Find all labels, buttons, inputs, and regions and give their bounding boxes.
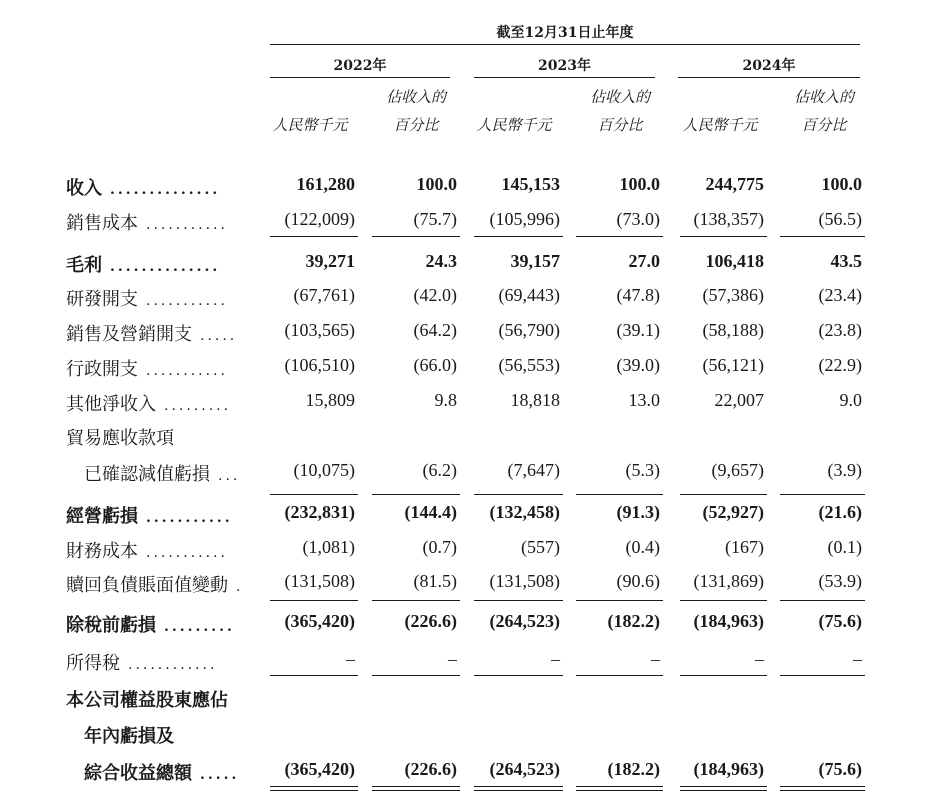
table-cell: 9.8 bbox=[434, 390, 457, 410]
subtotal-rule-pretax-1 bbox=[270, 600, 358, 601]
subtotal-rule-tax-1 bbox=[270, 675, 358, 676]
table-cell: (73.0) bbox=[616, 209, 660, 229]
table-cell: (232,831) bbox=[284, 502, 355, 522]
table-cell: (226.6) bbox=[404, 759, 457, 779]
row-label bbox=[84, 460, 240, 486]
col-header-amount-2: 人民幣千元 bbox=[476, 116, 552, 134]
subtotal-rule-gross-5 bbox=[680, 236, 767, 237]
row-label bbox=[66, 537, 228, 563]
row-label-text: 除稅前虧損 bbox=[66, 615, 156, 636]
table-cell: (264,523) bbox=[489, 611, 560, 631]
year-heading-3: 2024年 bbox=[742, 58, 796, 74]
row-leader-dots: ..... bbox=[200, 328, 238, 344]
subtotal-rule-gross-4 bbox=[576, 236, 663, 237]
year-rule-1 bbox=[270, 77, 450, 78]
table-cell: (106,510) bbox=[284, 355, 355, 375]
table-cell: (23.8) bbox=[818, 320, 862, 340]
total-rule-double-top-5 bbox=[680, 786, 767, 787]
row-label bbox=[66, 502, 233, 528]
row-label-text: 銷售及營銷開支 bbox=[66, 324, 192, 345]
total-rule-double-bottom-3 bbox=[474, 790, 563, 791]
table-cell: – bbox=[346, 649, 355, 669]
row-label-text: 贖回負債賬面值變動 bbox=[66, 575, 228, 596]
table-cell: (144.4) bbox=[404, 502, 457, 522]
table-cell: 13.0 bbox=[628, 390, 660, 410]
total-rule-double-bottom-4 bbox=[576, 790, 663, 791]
col-header-amount-3: 人民幣千元 bbox=[682, 116, 758, 134]
row-leader-dots: .............. bbox=[110, 182, 221, 198]
subtotal-rule-pretax-6 bbox=[780, 600, 865, 601]
subtotal-rule-operating-6 bbox=[780, 494, 865, 495]
year-rule-3 bbox=[678, 77, 860, 78]
row-label bbox=[66, 686, 228, 712]
year-rule-2 bbox=[474, 77, 655, 78]
subtotal-rule-pretax-3 bbox=[474, 600, 563, 601]
table-cell: 9.0 bbox=[839, 390, 862, 410]
table-cell: (365,420) bbox=[284, 611, 355, 631]
table-cell: (22.9) bbox=[818, 355, 862, 375]
subtotal-rule-pretax-2 bbox=[372, 600, 460, 601]
table-cell: 39,271 bbox=[305, 251, 355, 271]
table-cell: (138,357) bbox=[693, 209, 764, 229]
total-rule-double-top-6 bbox=[780, 786, 865, 787]
row-label bbox=[66, 424, 174, 450]
total-rule-double-top-4 bbox=[576, 786, 663, 787]
subtotal-rule-gross-1 bbox=[270, 236, 358, 237]
total-rule-double-top-2 bbox=[372, 786, 460, 787]
table-cell: (42.0) bbox=[413, 285, 457, 305]
table-cell: (81.5) bbox=[413, 571, 457, 591]
table-cell: 106,418 bbox=[705, 251, 764, 271]
table-cell: (5.3) bbox=[625, 460, 660, 480]
row-label-text: 年內虧損及 bbox=[84, 726, 174, 747]
row-label bbox=[84, 722, 174, 748]
table-cell: (132,458) bbox=[489, 502, 560, 522]
table-cell: 39,157 bbox=[510, 251, 560, 271]
row-label bbox=[66, 571, 243, 597]
subtotal-rule-tax-5 bbox=[680, 675, 767, 676]
table-cell: – bbox=[551, 649, 560, 669]
table-cell: (39.1) bbox=[616, 320, 660, 340]
table-cell: 43.5 bbox=[830, 251, 862, 271]
row-leader-dots: .............. bbox=[110, 259, 221, 275]
row-leader-dots: . bbox=[236, 579, 244, 595]
year-heading-2: 2023年 bbox=[538, 58, 591, 74]
table-cell: (226.6) bbox=[404, 611, 457, 631]
subtotal-rule-tax-6 bbox=[780, 675, 865, 676]
table-cell: (105,996) bbox=[489, 209, 560, 229]
table-cell: (1,081) bbox=[302, 537, 355, 557]
table-cell: 27.0 bbox=[628, 251, 660, 271]
row-label bbox=[66, 174, 220, 200]
table-cell: 161,280 bbox=[296, 174, 355, 194]
table-cell: (9,657) bbox=[711, 460, 764, 480]
table-cell: (75.6) bbox=[818, 611, 862, 631]
table-cell: (131,508) bbox=[284, 571, 355, 591]
table-cell: 100.0 bbox=[821, 174, 862, 194]
table-cell: (182.2) bbox=[607, 611, 660, 631]
table-cell: (67,761) bbox=[293, 285, 355, 305]
subtotal-rule-operating-2 bbox=[372, 494, 460, 495]
row-label-text: 已確認減值虧損 bbox=[84, 464, 210, 485]
period-rule bbox=[270, 44, 860, 45]
row-leader-dots: ... bbox=[218, 468, 241, 484]
table-cell: (6.2) bbox=[422, 460, 457, 480]
table-cell: (56,553) bbox=[498, 355, 560, 375]
subtotal-rule-pretax-5 bbox=[680, 600, 767, 601]
subtotal-rule-gross-3 bbox=[474, 236, 563, 237]
table-cell: (0.7) bbox=[422, 537, 457, 557]
row-leader-dots: ........... bbox=[146, 545, 228, 561]
total-rule-double-bottom-2 bbox=[372, 790, 460, 791]
table-cell: – bbox=[755, 649, 764, 669]
table-cell: (52,927) bbox=[702, 502, 764, 522]
table-cell: (90.6) bbox=[616, 571, 660, 591]
row-label-text: 財務成本 bbox=[66, 541, 138, 562]
table-cell: (7,647) bbox=[507, 460, 560, 480]
table-cell: (0.1) bbox=[827, 537, 862, 557]
row-label-text: 毛利 bbox=[66, 255, 102, 276]
table-cell: 22,007 bbox=[714, 390, 764, 410]
col-header-pct-line1-2: 佔收入的 bbox=[589, 88, 650, 106]
row-leader-dots: ............ bbox=[128, 657, 218, 673]
subtotal-rule-gross-2 bbox=[372, 236, 460, 237]
row-label-text: 研發開支 bbox=[66, 289, 138, 310]
table-cell: (39.0) bbox=[616, 355, 660, 375]
subtotal-rule-tax-2 bbox=[372, 675, 460, 676]
period-heading: 截至12月31日止年度 bbox=[496, 25, 634, 41]
total-rule-double-top-3 bbox=[474, 786, 563, 787]
row-label-text: 行政開支 bbox=[66, 359, 138, 380]
table-cell: (56.5) bbox=[818, 209, 862, 229]
table-cell: (167) bbox=[725, 537, 764, 557]
table-cell: 24.3 bbox=[425, 251, 457, 271]
subtotal-rule-operating-5 bbox=[680, 494, 767, 495]
row-label bbox=[66, 649, 217, 675]
row-label bbox=[84, 759, 239, 785]
row-label bbox=[66, 611, 235, 637]
row-leader-dots: ......... bbox=[164, 619, 235, 635]
row-label bbox=[66, 390, 231, 416]
table-cell: – bbox=[651, 649, 660, 669]
table-cell: (56,121) bbox=[702, 355, 764, 375]
table-cell: 244,775 bbox=[705, 174, 764, 194]
row-leader-dots: ........... bbox=[146, 510, 233, 526]
row-label bbox=[66, 251, 220, 277]
table-cell: (69,443) bbox=[498, 285, 560, 305]
row-leader-dots: ........... bbox=[146, 363, 228, 379]
table-cell: 18,818 bbox=[510, 390, 560, 410]
row-label bbox=[66, 285, 228, 311]
table-cell: (103,565) bbox=[284, 320, 355, 340]
table-cell: (53.9) bbox=[818, 571, 862, 591]
total-rule-double-bottom-5 bbox=[680, 790, 767, 791]
row-label-text: 綜合收益總額 bbox=[84, 763, 192, 784]
table-cell: (182.2) bbox=[607, 759, 660, 779]
table-cell: (131,508) bbox=[489, 571, 560, 591]
row-label-text: 收入 bbox=[66, 178, 102, 199]
col-header-pct-line2-1: 百分比 bbox=[393, 116, 439, 134]
table-cell: (47.8) bbox=[616, 285, 660, 305]
table-cell: (122,009) bbox=[284, 209, 355, 229]
table-cell: (56,790) bbox=[498, 320, 560, 340]
row-label bbox=[66, 209, 228, 235]
table-cell: (91.3) bbox=[616, 502, 660, 522]
row-label bbox=[66, 355, 228, 381]
table-cell: (3.9) bbox=[827, 460, 862, 480]
table-cell: (66.0) bbox=[413, 355, 457, 375]
table-cell: (75.6) bbox=[818, 759, 862, 779]
table-cell: (0.4) bbox=[625, 537, 660, 557]
table-cell: 100.0 bbox=[619, 174, 660, 194]
table-cell: 100.0 bbox=[416, 174, 457, 194]
row-label-text: 其他淨收入 bbox=[66, 394, 156, 415]
row-label-text: 經營虧損 bbox=[66, 506, 138, 527]
table-cell: – bbox=[448, 649, 457, 669]
table-cell: (57,386) bbox=[702, 285, 764, 305]
year-heading-1: 2022年 bbox=[333, 58, 387, 74]
table-cell: (264,523) bbox=[489, 759, 560, 779]
row-leader-dots: ..... bbox=[200, 767, 240, 783]
subtotal-rule-tax-3 bbox=[474, 675, 563, 676]
row-label bbox=[66, 320, 237, 346]
row-leader-dots: ........... bbox=[146, 293, 228, 309]
table-cell: 15,809 bbox=[305, 390, 355, 410]
table-cell: – bbox=[853, 649, 862, 669]
row-leader-dots: ......... bbox=[164, 398, 232, 414]
total-rule-double-bottom-6 bbox=[780, 790, 865, 791]
total-rule-double-top-1 bbox=[270, 786, 358, 787]
subtotal-rule-tax-4 bbox=[576, 675, 663, 676]
row-label-text: 貿易應收款項 bbox=[66, 428, 174, 449]
table-cell: (10,075) bbox=[293, 460, 355, 480]
table-cell: (21.6) bbox=[818, 502, 862, 522]
row-label-text: 所得稅 bbox=[66, 653, 120, 674]
col-header-amount-1: 人民幣千元 bbox=[272, 116, 348, 134]
table-cell: (184,963) bbox=[693, 611, 764, 631]
col-header-pct-line2-3: 百分比 bbox=[801, 116, 847, 134]
table-cell: (184,963) bbox=[693, 759, 764, 779]
table-cell: (58,188) bbox=[702, 320, 764, 340]
col-header-pct-line1-1: 佔收入的 bbox=[385, 88, 446, 106]
subtotal-rule-operating-3 bbox=[474, 494, 563, 495]
table-cell: (23.4) bbox=[818, 285, 862, 305]
subtotal-rule-gross-6 bbox=[780, 236, 865, 237]
col-header-pct-line2-2: 百分比 bbox=[597, 116, 643, 134]
table-cell: (365,420) bbox=[284, 759, 355, 779]
subtotal-rule-pretax-4 bbox=[576, 600, 663, 601]
total-rule-double-bottom-1 bbox=[270, 790, 358, 791]
table-cell: (557) bbox=[521, 537, 560, 557]
table-cell: (64.2) bbox=[413, 320, 457, 340]
row-label-text: 本公司權益股東應佔 bbox=[66, 690, 228, 711]
subtotal-rule-operating-4 bbox=[576, 494, 663, 495]
table-cell: 145,153 bbox=[501, 174, 560, 194]
row-leader-dots: ........... bbox=[146, 217, 228, 233]
table-cell: (131,869) bbox=[693, 571, 764, 591]
row-label-text: 銷售成本 bbox=[66, 213, 138, 234]
table-cell: (75.7) bbox=[413, 209, 457, 229]
col-header-pct-line1-3: 佔收入的 bbox=[793, 88, 854, 106]
subtotal-rule-operating-1 bbox=[270, 494, 358, 495]
